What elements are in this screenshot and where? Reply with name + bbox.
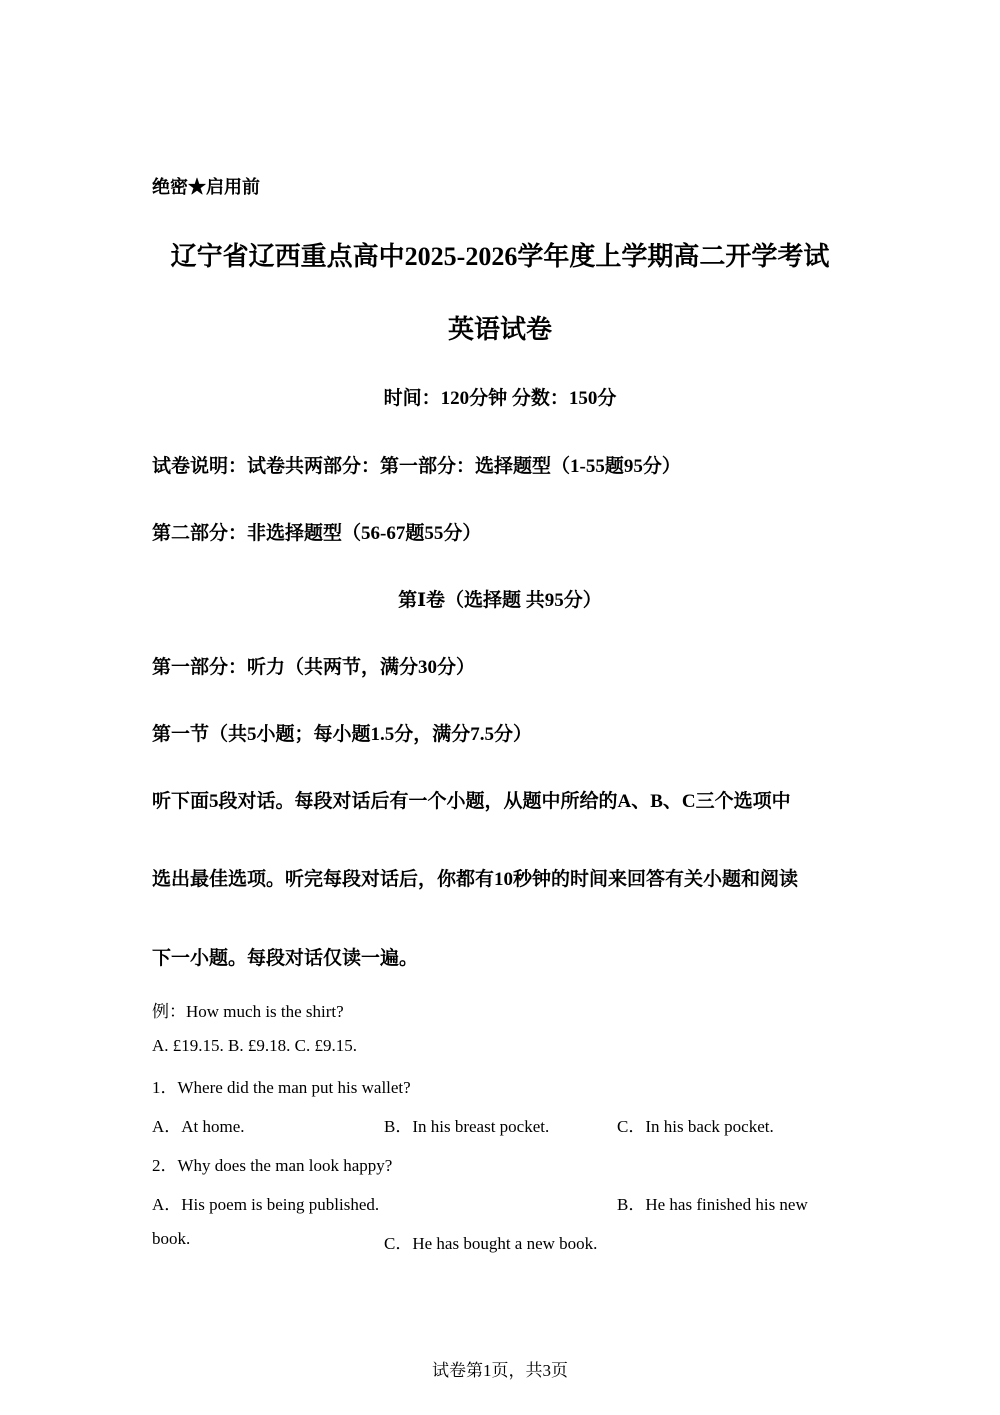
example-options: A. £19.15. B. £9.18. C. £9.15.: [152, 1036, 357, 1055]
confidential-label: 绝密★启用前: [152, 177, 260, 197]
question-1-option-b: B．In his breast pocket.: [384, 1117, 550, 1136]
section1-heading: 第一节（共5小题；每小题1.5分，满分7.5分）: [152, 724, 533, 745]
directions-line-3: 下一小题。每段对话仅读一遍。: [152, 948, 419, 969]
example-prompt: 例：How much is the shirt?: [152, 1002, 344, 1021]
directions-line-2: 选出最佳选项。听完每段对话后，你都有10秒钟的时间来回答有关小题和阅读: [152, 869, 799, 890]
question-1-stem: 1．Where did the man put his wallet?: [152, 1078, 411, 1097]
instruction-line-1: 试卷说明：试卷共两部分：第一部分：选择题型（1-55题95分）: [152, 456, 681, 477]
question-2-option-a: A．His poem is being published.: [152, 1195, 380, 1214]
question-2-option-b: B．He has finished his new: [617, 1195, 808, 1214]
instruction-line-2: 第二部分：非选择题型（56-67题55分）: [152, 523, 482, 544]
question-1-option-a: A．At home.: [152, 1117, 245, 1136]
part1-heading: 第一部分：听力（共两节，满分30分）: [152, 657, 476, 678]
question-2-option-b-continued: book.: [152, 1229, 191, 1248]
question-2-stem: 2．Why does the man look happy?: [152, 1156, 393, 1175]
time-score-line: 时间：120分钟 分数：150分: [383, 388, 617, 409]
question-2-option-c: C．He has bought a new book.: [384, 1234, 598, 1253]
directions-line-1: 听下面5段对话。每段对话后有一个小题，从题中所给的A、B、C三个选项中: [152, 791, 791, 812]
volume-heading: 第Ⅰ卷（选择题 共95分）: [398, 590, 602, 611]
exam-title: 辽宁省辽西重点高中2025-2026学年度上学期高二开学考试: [170, 242, 830, 271]
question-1-option-c: C．In his back pocket.: [617, 1117, 774, 1136]
exam-subtitle: 英语试卷: [447, 315, 552, 344]
page-footer: 试卷第1页，共3页: [432, 1361, 568, 1380]
